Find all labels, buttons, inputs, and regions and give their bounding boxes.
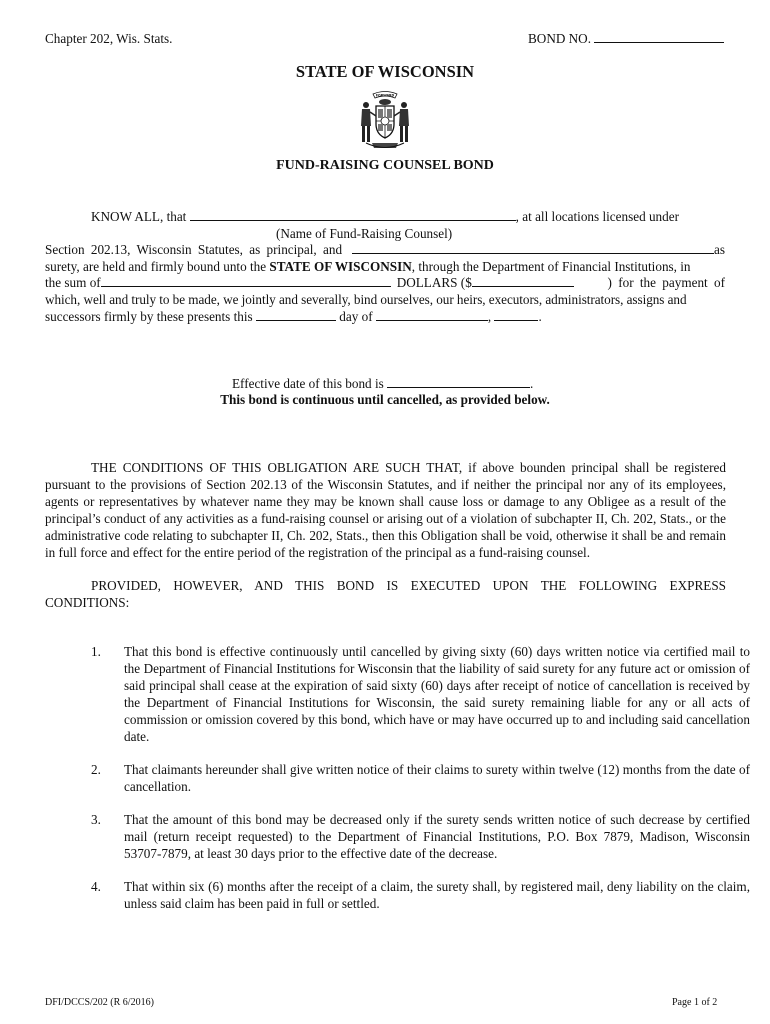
sum-amount-blank[interactable] (472, 274, 574, 287)
day-blank[interactable] (256, 308, 336, 321)
state-name-bold: STATE OF WISCONSIN (269, 259, 412, 274)
year-blank[interactable] (494, 308, 538, 321)
principal-text: Section 202.13, Wisconsin Statutes, as principal, and (45, 242, 343, 257)
continuous-notice: This bond is continuous until cancelled, as provided below. (220, 392, 550, 407)
know-all-line-5: which, well and truly to be made, we jointly and severally, bind ourselves, our heirs, executors, administrators, assigns and (45, 292, 687, 307)
day-of-text: day of (339, 309, 373, 324)
know-all-line-1 (91, 208, 711, 225)
presents-text: successors firmly by these presents this (45, 309, 253, 324)
payment-text: ) for the payment of (607, 275, 725, 290)
condition-text: That claimants hereunder shall give written notice of their claims to surety within twelve (12) months from the date of cancellation. (124, 762, 750, 794)
condition-number: 3. (91, 812, 101, 827)
principal-text-end: as (714, 242, 725, 257)
effective-date-line (232, 375, 533, 392)
condition-text: That this bond is effective continuously until cancelled by giving sixty (60) days written notice via certified mail to the Department of Financial Institutions for Wisconsin that the liability of said surety for any future act or omission of said principal shall cease at the expiration of said sixty (60) days after receipt of notice of cancellation is received by the Department of Financial Institutions for Wisconsin, the said surety remaining liable for any or all acts of commission or omission covered by this bond, which have or may have occurred up to and including said cancellation date. (124, 644, 750, 744)
month-blank[interactable] (376, 308, 488, 321)
bond-number-blank[interactable] (594, 30, 724, 43)
dollars-text: DOLLARS ($ (396, 275, 472, 290)
know-all-text-end: , at all locations licensed under (515, 209, 679, 224)
condition-number: 4. (91, 879, 101, 894)
bond-number-field[interactable] (528, 30, 724, 47)
name-caption: (Name of Fund-Raising Counsel) (276, 226, 453, 241)
provided-paragraph: PROVIDED, HOWEVER, AND THIS BOND IS EXECUTED UPON THE FOLLOWING EXPRESS CONDITIONS: (45, 578, 726, 610)
surety-text-end: , through the Department of Financial Institutions, in (411, 259, 691, 274)
fund-raising-counsel-name-blank[interactable] (190, 208, 516, 221)
effective-date-label: Effective date of this bond is (232, 376, 384, 391)
sum-text: the sum of (45, 275, 101, 290)
surety-text: surety, are held and firmly bound unto the (45, 259, 267, 274)
bond-number-label: BOND NO. (528, 31, 592, 46)
know-all-line-4 (45, 274, 725, 291)
surety-name-blank[interactable] (352, 241, 714, 254)
form-title: FUND-RAISING COUNSEL BOND (276, 158, 494, 173)
chapter-reference: Chapter 202, Wis. Stats. (45, 31, 173, 46)
form-id: DFI/DCCS/202 (R 6/2016) (45, 997, 154, 1008)
conditions-paragraph: THE CONDITIONS OF THIS OBLIGATION ARE SUCH THAT, if above bounden principal shall be registered pursuant to the provisions of Section 202.13 of the Wisconsin Statutes, and if neither the principal nor any of its employees, agents or representatives by whatever name they may be known shall cause loss or damage to any Obligee as a result of the principal’s conduct of any activities as a fund-raising counsel or arising out of a violation of subchapter II, Ch. 202, Stats., or the administrative code relating to subchapter II, Ch. 202, Stats., then this Obligation shall be void, otherwise it shall be and remain in full force and effect for the entire period of the registration of the principal as a fund-raising counsel. (45, 460, 726, 560)
condition-text: That within six (6) months after the receipt of a claim, the surety shall, by registered mail, deny liability on the claim, unless said claim has been paid in full or settled. (124, 879, 750, 911)
wisconsin-state-seal-icon (352, 88, 418, 154)
condition-text: That the amount of this bond may be decreased only if the surety sends written notice of such decrease by certified mail (return receipt requested) to the Department of Financial Institutions, P.O. Box 7879, Madison, Wisconsin 53707-7879, at least 30 days prior to the effective date of the decrease. (124, 812, 750, 861)
page-title: STATE OF WISCONSIN (295, 62, 475, 81)
effective-date-blank[interactable] (387, 375, 530, 388)
know-all-text: KNOW ALL, that (91, 209, 187, 224)
condition-number: 2. (91, 762, 101, 777)
effective-date-end: . (530, 376, 534, 391)
period-text: . (538, 309, 542, 324)
know-all-line-3 (45, 258, 725, 275)
comma-text: , (487, 309, 492, 324)
page-number: Page 1 of 2 (672, 997, 718, 1008)
know-all-line-2 (45, 241, 725, 258)
know-all-line-6 (45, 308, 725, 325)
seal-motto: FORWARD (375, 93, 395, 98)
condition-number: 1. (91, 644, 101, 659)
sum-words-blank[interactable] (101, 274, 391, 287)
